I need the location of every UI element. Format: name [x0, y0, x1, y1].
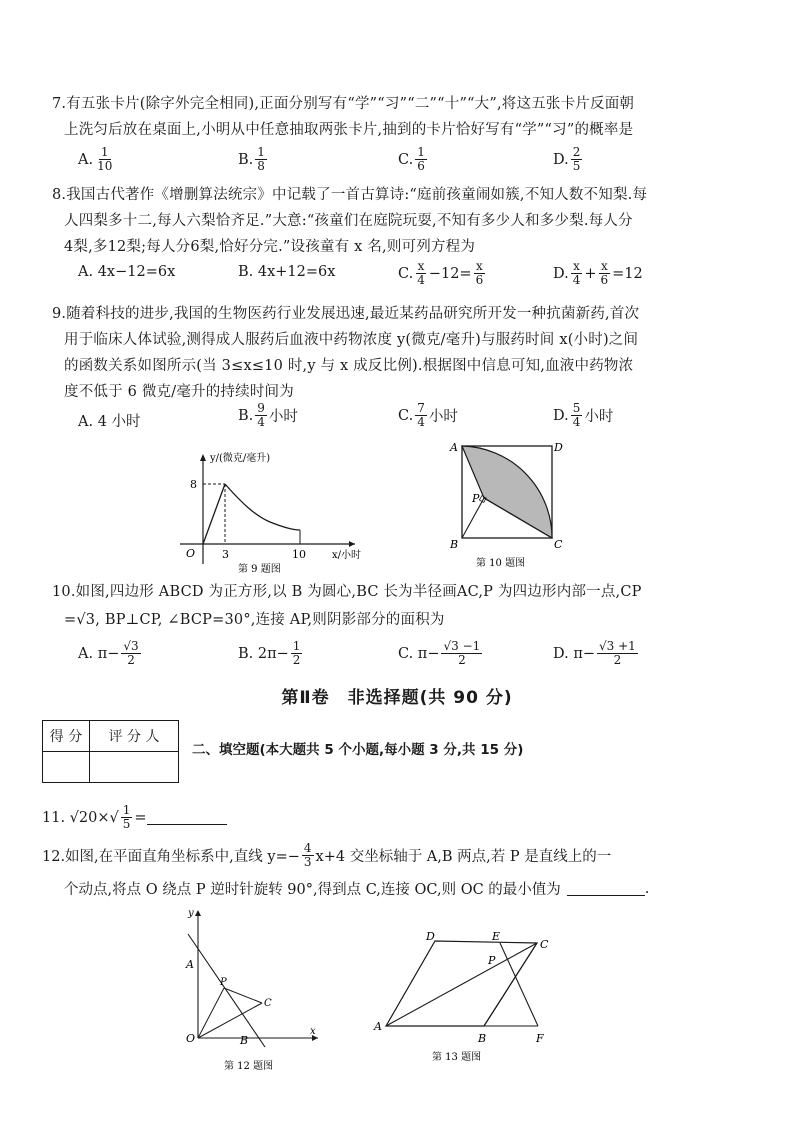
q10-option-a: A. π− $\frac{√3}{2}$: [78, 639, 139, 667]
svg-text:O: O: [186, 547, 196, 560]
svg-text:y: y: [188, 908, 194, 919]
svg-text:D: D: [554, 441, 563, 454]
svg-text:A: A: [450, 441, 458, 454]
q12-line1: 12.如图,在平面直角坐标系中,直线 y=− $\frac{4}{3}$ x+4 交坐标轴于 A,B 两点,若 P 是直线上的一: [42, 841, 612, 869]
q7-option-a-fraction: $\frac{1}{10}$: [97, 145, 113, 173]
svg-text:A: A: [186, 958, 194, 971]
fig9-ylabel: y/(微克/毫升): [210, 453, 271, 464]
score-cell[interactable]: [43, 752, 90, 783]
fig13-caption: 第 13 题图: [432, 1052, 482, 1063]
q10-line1: 10.如图,四边形 ABCD 为正方形,以 B 为圆心,BC 长为半径画AC,P 为四边形内部一点,CP: [52, 584, 642, 600]
q8-option-d: D. $\frac{x}{4}$ + $\frac{x}{6}$ =12: [553, 259, 643, 287]
svg-text:C: C: [554, 538, 563, 551]
fig10-caption: 第 10 题图: [476, 558, 526, 569]
q10-option-b: B. 2π− $\frac{1}{2}$: [238, 639, 301, 667]
q10-option-c: C. π− $\frac{√3 -1}{2}$: [398, 639, 481, 667]
q9-line3: 的函数关系如图所示(当 3≤x≤10 时,y 与 x 成反比例).根据图中信息可知,血液中药物浓: [64, 358, 634, 374]
figure-9: [170, 446, 370, 576]
figure-10: [440, 436, 580, 576]
svg-text:x: x: [310, 1026, 316, 1037]
q8-line2: 人四梨多十二,每人六梨恰齐足.”大意:“孩童们在庭院玩耍,不知有多少人和多少梨.每人分: [64, 213, 633, 229]
q7-line2: 上洗匀后放在桌面上,小明从中任意抽取两张卡片,抽到的卡片恰好写有“学”“习”的概率是: [64, 122, 634, 138]
q10-option-d: D. π− $\frac{√3 +1}{2}$: [553, 639, 636, 667]
q9-line1: 9.随着科技的进步,我国的生物医药行业发展迅速,最近某药品研究所开发一种抗菌新药,首次: [52, 306, 640, 322]
svg-text:P: P: [472, 492, 480, 505]
svg-text:E: E: [492, 930, 501, 943]
score-table: [42, 720, 179, 783]
section-2-title: 第Ⅱ卷 非选择题(共 90 分): [281, 688, 513, 708]
fig12-caption: 第 12 题图: [224, 1061, 274, 1072]
q9-option-a: A. 4 小时: [78, 414, 141, 430]
q10-line2: =√3, BP⊥CP, ∠BCP=30°,连接 AP,则阴影部分的面积为: [64, 612, 445, 628]
fig9-inverse-curve: [225, 484, 300, 530]
q8-line3: 4梨,多12梨;每人分6梨,恰好分完.”设孩童有 x 名,则可列方程为: [64, 239, 476, 255]
q7-option-a: A. $\frac{1}{10}$: [78, 145, 113, 173]
svg-text:C: C: [264, 998, 272, 1009]
q7-line1: 7.有五张卡片(除字外完全相同),正面分别写有“学”“习”“二”“十”“大”,将这五张卡片反面朝: [52, 96, 635, 112]
svg-text:P: P: [488, 954, 496, 967]
svg-text:F: F: [536, 1032, 544, 1045]
q8-option-c: C. $\frac{x}{4}$ −12= $\frac{x}{6}$: [398, 259, 484, 287]
figure-13: [370, 926, 560, 1066]
q11: 11. √20 × √ $\frac{1}{5}$ =: [42, 804, 227, 831]
svg-text:P: P: [220, 977, 227, 988]
q9-line4: 度不低于 6 微克/毫升的持续时间为: [64, 384, 294, 400]
q7-option-b: B. $\frac{1}{8}$: [238, 145, 265, 173]
q9-option-d: D. $\frac{5}{4}$ 小时: [553, 401, 614, 429]
grader-label: 评 分 人: [90, 721, 179, 752]
q8-option-a: A. 4x−12=6x: [78, 264, 176, 280]
q8-line1: 8.我国古代著作《增删算法统宗》中记载了一首古算诗:“庭前孩童闹如簇,不知人数不知梨.每: [52, 187, 648, 203]
fig9-caption: 第 9 题图: [238, 564, 281, 575]
svg-text:O: O: [186, 1032, 196, 1045]
svg-text:B: B: [450, 538, 459, 551]
svg-text:B: B: [478, 1032, 487, 1045]
q11-answer-blank[interactable]: [147, 810, 227, 825]
q9-option-b: B. $\frac{9}{4}$ 小时: [238, 401, 298, 429]
fig12-line-ab: [188, 934, 265, 1047]
grader-cell[interactable]: [90, 752, 179, 783]
q9-option-c: C. $\frac{7}{4}$ 小时: [398, 401, 458, 429]
svg-text:C: C: [540, 938, 549, 951]
fig9-xlabel: x/小时: [332, 550, 362, 561]
figure-12: [170, 902, 330, 1077]
q8-option-b: B. 4x+12=6x: [238, 264, 336, 280]
score-label: 得 分: [43, 721, 90, 752]
part-2-title: 二、填空题(本大题共 5 个小题,每小题 3 分,共 15 分): [192, 742, 524, 758]
fig9-rising-line: [203, 484, 225, 544]
svg-text:8: 8: [190, 478, 197, 491]
q7-option-c: C. $\frac{1}{6}$: [398, 145, 425, 173]
svg-text:10: 10: [292, 548, 306, 561]
svg-text:3: 3: [222, 548, 229, 561]
q12-line2: 个动点,将点 O 绕点 P 逆时针旋转 90°,得到点 C,连接 OC,则 OC 的最小值为 .: [64, 880, 650, 898]
q7-option-d: D. $\frac{2}{5}$: [553, 145, 581, 173]
q9-line2: 用于临床人体试验,测得成人服药后血液中药物浓度 y(微克/毫升)与服药时间 x(小时)之间: [64, 332, 639, 348]
svg-text:B: B: [240, 1034, 249, 1047]
q12-answer-blank[interactable]: [567, 881, 645, 896]
svg-text:A: A: [374, 1020, 382, 1033]
svg-text:D: D: [426, 930, 435, 943]
